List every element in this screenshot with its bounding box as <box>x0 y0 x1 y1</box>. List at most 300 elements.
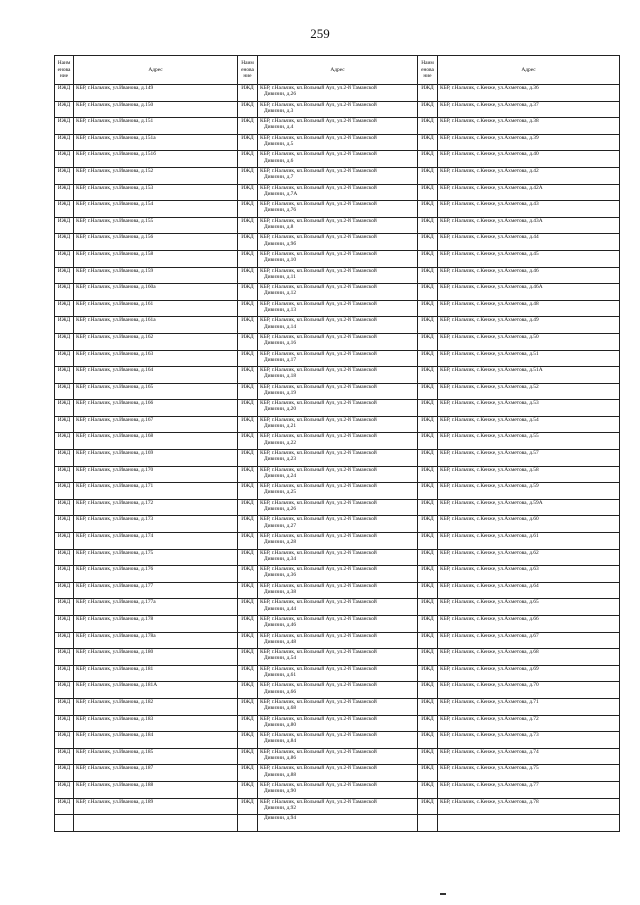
address-cell: КБР, г.Нальчик, ул.Иванова, д.181 <box>74 665 238 682</box>
header-address-2: Адрес <box>258 56 418 85</box>
address-cell <box>258 333 418 350</box>
object-type-cell: ИЖД <box>55 748 74 765</box>
object-type-cell: ИЖД <box>418 101 438 118</box>
address-cell: КБР, г.Нальчик, с.Кенже, ул.Ахметова, д.49 <box>438 317 620 334</box>
object-type-cell: ИЖД <box>238 250 258 267</box>
object-type-cell: ИЖД <box>238 549 258 566</box>
address-cell: КБР, г.Нальчик, с.Кенже, ул.Ахметова, д.52 <box>438 383 620 400</box>
object-type-cell: ИЖД <box>238 167 258 184</box>
address-cell <box>258 317 418 334</box>
address-cell <box>258 516 418 533</box>
table-row <box>55 85 620 102</box>
table-row <box>55 234 620 251</box>
object-type-cell: ИЖД <box>238 367 258 384</box>
address-cell: КБР, г.Нальчик, ул.Иванова, д.178а <box>74 632 238 649</box>
address-cell: КБР, г.Нальчик, с.Кенже, ул.Ахметова, д.40 <box>438 151 620 168</box>
address-cell <box>258 350 418 367</box>
object-type-cell: ИЖД <box>418 284 438 301</box>
address-line-continued: Дивизии, д.18 <box>264 373 297 380</box>
address-cell: КБР, г.Нальчик, с.Кенже, ул.Ахметова, д.75 <box>438 765 620 782</box>
address-cell <box>258 167 418 184</box>
address-line-continued: Дивизии, д.76 <box>264 207 297 214</box>
table-row <box>55 450 620 467</box>
object-type-cell <box>418 815 438 832</box>
table-row <box>55 350 620 367</box>
table-row <box>55 632 620 649</box>
address-line: КБР, г.Нальчик, кп.Вольный Аул, ул.2-й Таманской <box>260 85 377 91</box>
object-type-cell: ИЖД <box>238 217 258 234</box>
address-cell <box>258 400 418 417</box>
object-type-cell: ИЖД <box>238 201 258 218</box>
address-line-continued: Дивизии, д.26 <box>264 506 297 513</box>
object-type-cell: ИЖД <box>238 516 258 533</box>
object-type-cell: ИЖД <box>55 466 74 483</box>
object-type-cell: ИЖД <box>418 433 438 450</box>
table-row <box>55 649 620 666</box>
address-cell <box>258 483 418 500</box>
address-register-table <box>54 55 620 832</box>
table-row <box>55 815 620 832</box>
address-cell: КБР, г.Нальчик, ул.Иванова, д.160а <box>74 284 238 301</box>
address-line: КБР, г.Нальчик, кп.Вольный Аул, ул.2-й Таманской <box>260 499 377 506</box>
object-type-cell: ИЖД <box>55 566 74 583</box>
address-cell: КБР, г.Нальчик, с.Кенже, ул.Ахметова, д.36 <box>438 85 620 102</box>
object-type-cell: ИЖД <box>55 234 74 251</box>
table-row <box>55 765 620 782</box>
address-line-continued: Дивизии, д.25 <box>264 489 297 496</box>
object-type-cell: ИЖД <box>55 582 74 599</box>
address-line-continued: Дивизии, д.48 <box>264 638 297 645</box>
address-line-continued: Дивизии, д.28 <box>264 539 297 546</box>
table-body <box>55 85 620 832</box>
object-type-cell: ИЖД <box>238 599 258 616</box>
address-line: КБР, г.Нальчик, кп.Вольный Аул, ул.2-й Таманской <box>260 416 377 423</box>
object-type-cell: ИЖД <box>55 665 74 682</box>
object-type-cell: ИЖД <box>238 433 258 450</box>
object-type-cell: ИЖД <box>55 184 74 201</box>
object-type-cell: ИЖД <box>238 566 258 583</box>
address-cell: КБР, г.Нальчик, ул.Иванова, д.161 <box>74 300 238 317</box>
object-type-cell: ИЖД <box>238 184 258 201</box>
object-type-cell: ИЖД <box>418 616 438 633</box>
table-row <box>55 151 620 168</box>
address-line-continued: Дивизии, д.54 <box>264 655 297 662</box>
object-type-cell: ИЖД <box>55 450 74 467</box>
address-cell <box>258 549 418 566</box>
address-cell: КБР, г.Нальчик, ул.Иванова, д.174 <box>74 533 238 550</box>
address-cell: КБР, г.Нальчик, ул.Иванова, д.180 <box>74 649 238 666</box>
object-type-cell: ИЖД <box>238 765 258 782</box>
object-type-cell: ИЖД <box>55 632 74 649</box>
address-cell: КБР, г.Нальчик, с.Кенже, ул.Ахметова, д.69 <box>438 665 620 682</box>
address-cell: КБР, г.Нальчик, ул.Иванова, д.162 <box>74 333 238 350</box>
address-cell <box>258 748 418 765</box>
object-type-cell: ИЖД <box>55 383 74 400</box>
object-type-cell: ИЖД <box>418 715 438 732</box>
address-line: КБР, г.Нальчик, кп.Вольный Аул, ул.2-й Таманской <box>260 566 377 573</box>
object-type-cell: ИЖД <box>418 350 438 367</box>
address-cell <box>258 798 418 815</box>
object-type-cell: ИЖД <box>238 450 258 467</box>
address-cell <box>258 682 418 699</box>
address-line: КБР, г.Нальчик, кп.Вольный Аул, ул.2-й Таманской <box>260 284 377 291</box>
object-type-cell: ИЖД <box>418 400 438 417</box>
object-type-cell: ИЖД <box>55 599 74 616</box>
address-cell <box>258 85 418 102</box>
table-row <box>55 499 620 516</box>
address-cell: КБР, г.Нальчик, ул.Иванова, д.181А <box>74 682 238 699</box>
table-row <box>55 184 620 201</box>
address-cell: КБР, г.Нальчик, ул.Иванова, д.170 <box>74 466 238 483</box>
address-line-continued: Дивизии, д.14 <box>264 323 297 330</box>
object-type-cell: ИЖД <box>238 732 258 749</box>
address-cell: КБР, г.Нальчик, ул.Иванова, д.165 <box>74 383 238 400</box>
address-cell: КБР, г.Нальчик, ул.Иванова, д.184 <box>74 732 238 749</box>
table-header-row <box>55 56 620 85</box>
table-row <box>55 201 620 218</box>
object-type-cell: ИЖД <box>55 101 74 118</box>
address-cell <box>258 118 418 135</box>
address-cell: КБР, г.Нальчик, ул.Иванова, д.185 <box>74 748 238 765</box>
address-cell <box>258 499 418 516</box>
address-cell: КБР, г.Нальчик, с.Кенже, ул.Ахметова, д.46 <box>438 267 620 284</box>
address-line: КБР, г.Нальчик, кп.Вольный Аул, ул.2-й Таманской <box>260 781 377 788</box>
address-cell: КБР, г.Нальчик, с.Кенже, ул.Ахметова, д.42 <box>438 167 620 184</box>
object-type-cell: ИЖД <box>55 85 74 102</box>
object-type-cell: ИЖД <box>418 250 438 267</box>
object-type-cell: ИЖД <box>418 300 438 317</box>
address-line-continued: Дивизии, д.23 <box>264 456 297 463</box>
address-cell: КБР, г.Нальчик, ул.Иванова, д.158 <box>74 250 238 267</box>
address-cell: КБР, г.Нальчик, с.Кенже, ул.Ахметова, д.44 <box>438 234 620 251</box>
table-row <box>55 333 620 350</box>
address-line-continued: Дивизии, д.12 <box>264 290 297 297</box>
object-type-cell: ИЖД <box>55 284 74 301</box>
address-cell: КБР, г.Нальчик, ул.Иванова, д.187 <box>74 765 238 782</box>
address-line-continued: Дивизии, д.44 <box>264 605 297 612</box>
address-cell <box>258 151 418 168</box>
address-cell: КБР, г.Нальчик, с.Кенже, ул.Ахметова, д.39 <box>438 134 620 151</box>
object-type-cell: ИЖД <box>238 715 258 732</box>
object-type-cell: ИЖД <box>55 350 74 367</box>
object-type-cell: ИЖД <box>238 499 258 516</box>
address-cell: КБР, г.Нальчик, ул.Иванова, д.188 <box>74 781 238 798</box>
object-type-cell: ИЖД <box>418 167 438 184</box>
table-row <box>55 101 620 118</box>
address-line: КБР, г.Нальчик, кп.Вольный Аул, ул.2-й Таманской <box>260 798 377 805</box>
object-type-cell: ИЖД <box>418 201 438 218</box>
address-line-continued: Дивизии, д.46 <box>264 622 297 629</box>
address-cell <box>258 715 418 732</box>
object-type-cell: ИЖД <box>418 151 438 168</box>
address-line-continued: Дивизии, д.36 <box>264 572 297 579</box>
table-row <box>55 317 620 334</box>
object-type-cell: ИЖД <box>418 698 438 715</box>
address-line-continued: Дивизии, д.27 <box>264 522 297 529</box>
object-type-cell: ИЖД <box>418 416 438 433</box>
address-cell: КБР, г.Нальчик, с.Кенже, ул.Ахметова, д.38 <box>438 118 620 135</box>
address-cell <box>258 416 418 433</box>
object-type-cell: ИЖД <box>55 549 74 566</box>
table-row <box>55 250 620 267</box>
address-cell: КБР, г.Нальчик, ул.Иванова, д.161а <box>74 317 238 334</box>
address-line: КБР, г.Нальчик, кп.Вольный Аул, ул.2-й Таманской <box>260 134 377 141</box>
object-type-cell: ИЖД <box>418 317 438 334</box>
address-line-continued: Дивизии, д.38 <box>264 589 297 596</box>
address-cell: КБР, г.Нальчик, с.Кенже, ул.Ахметова, д.46А <box>438 284 620 301</box>
address-cell: КБР, г.Нальчик, с.Кенже, ул.Ахметова, д.51 <box>438 350 620 367</box>
table-row <box>55 582 620 599</box>
address-line-continued: Дивизии, д.8 <box>264 223 294 230</box>
object-type-cell: ИЖД <box>238 416 258 433</box>
table-row <box>55 682 620 699</box>
page-mark <box>440 893 446 895</box>
object-type-cell: ИЖД <box>418 632 438 649</box>
object-type-cell: ИЖД <box>238 632 258 649</box>
object-type-cell: ИЖД <box>55 616 74 633</box>
object-type-cell: ИЖД <box>238 400 258 417</box>
address-cell: КБР, г.Нальчик, ул.Иванова, д.163 <box>74 350 238 367</box>
address-line: КБР, г.Нальчик, кп.Вольный Аул, ул.2-й Таманской <box>260 300 377 307</box>
object-type-cell: ИЖД <box>418 533 438 550</box>
object-type-cell: ИЖД <box>55 732 74 749</box>
address-line-continued: Дивизии, д.20 <box>264 406 297 413</box>
address-line: КБР, г.Нальчик, кп.Вольный Аул, ул.2-й Таманской <box>260 184 377 191</box>
table-row <box>55 516 620 533</box>
address-cell: КБР, г.Нальчик, с.Кенже, ул.Ахметова, д.72 <box>438 715 620 732</box>
address-cell: КБР, г.Нальчик, с.Кенже, ул.Ахметова, д.77 <box>438 781 620 798</box>
table-row <box>55 466 620 483</box>
address-line-continued: Дивизии, д.21 <box>264 423 297 430</box>
address-line: КБР, г.Нальчик, кп.Вольный Аул, ул.2-й Таманской <box>260 450 377 457</box>
address-cell: КБР, г.Нальчик, ул.Иванова, д.189 <box>74 798 238 815</box>
object-type-cell: ИЖД <box>55 433 74 450</box>
address-line: КБР, г.Нальчик, кп.Вольный Аул, ул.2-й Таманской <box>260 516 377 523</box>
object-type-cell: ИЖД <box>55 416 74 433</box>
object-type-cell: ИЖД <box>418 732 438 749</box>
object-type-cell: ИЖД <box>55 217 74 234</box>
table-row <box>55 665 620 682</box>
object-type-cell: ИЖД <box>55 765 74 782</box>
address-cell: КБР, г.Нальчик, ул.Иванова, д.173 <box>74 516 238 533</box>
address-cell <box>258 632 418 649</box>
address-cell: КБР, г.Нальчик, ул.Иванова, д.155 <box>74 217 238 234</box>
object-type-cell: ИЖД <box>55 400 74 417</box>
address-cell <box>74 815 238 832</box>
address-cell: КБР, г.Нальчик, ул.Иванова, д.152 <box>74 167 238 184</box>
address-line-continued: Дивизии, д.19 <box>264 389 297 396</box>
address-cell: КБР, г.Нальчик, ул.Иванова, д.172 <box>74 499 238 516</box>
address-cell <box>438 815 620 832</box>
address-line-continued: Дивизии, д.6 <box>264 157 294 164</box>
address-line-continued: Дивизии, д.11 <box>264 273 296 280</box>
address-cell: КБР, г.Нальчик, с.Кенже, ул.Ахметова, д.45 <box>438 250 620 267</box>
address-line-continued: Дивизии, д.5 <box>264 140 294 147</box>
object-type-cell: ИЖД <box>55 698 74 715</box>
object-type-cell: ИЖД <box>418 267 438 284</box>
object-type-cell: ИЖД <box>238 582 258 599</box>
address-cell: КБР, г.Нальчик, ул.Иванова, д.182 <box>74 698 238 715</box>
address-line-continued: Дивизии, д.94 <box>264 815 297 822</box>
object-type-cell: ИЖД <box>55 300 74 317</box>
address-line: КБР, г.Нальчик, кп.Вольный Аул, ул.2-й Таманской <box>260 101 377 108</box>
address-cell <box>258 300 418 317</box>
object-type-cell <box>238 815 258 832</box>
address-cell: КБР, г.Нальчик, ул.Иванова, д.149 <box>74 85 238 102</box>
object-type-cell: ИЖД <box>238 101 258 118</box>
address-line: КБР, г.Нальчик, кп.Вольный Аул, ул.2-й Таманской <box>260 748 377 755</box>
object-type-cell: ИЖД <box>418 118 438 135</box>
address-cell: КБР, г.Нальчик, ул.Иванова, д.177а <box>74 599 238 616</box>
address-line-continued: Дивизии, д.66 <box>264 688 297 695</box>
address-line-continued: Дивизии, д.17 <box>264 356 297 363</box>
address-cell: КБР, г.Нальчик, с.Кенже, ул.Ахметова, д.58 <box>438 466 620 483</box>
table-row <box>55 798 620 815</box>
address-cell: КБР, г.Нальчик, ул.Иванова, д.167 <box>74 416 238 433</box>
address-cell <box>258 217 418 234</box>
address-cell <box>258 184 418 201</box>
address-cell: КБР, г.Нальчик, ул.Иванова, д.164 <box>74 367 238 384</box>
address-line: КБР, г.Нальчик, кп.Вольный Аул, ул.2-й Таманской <box>260 333 377 340</box>
header-type-3: Наим енова ние <box>418 56 438 85</box>
table-row <box>55 616 620 633</box>
address-cell <box>258 781 418 798</box>
address-cell: КБР, г.Нальчик, с.Кенже, ул.Ахметова, д.67 <box>438 632 620 649</box>
address-cell: КБР, г.Нальчик, ул.Иванова, д.159 <box>74 267 238 284</box>
table-row <box>55 566 620 583</box>
object-type-cell: ИЖД <box>238 649 258 666</box>
object-type-cell: ИЖД <box>238 383 258 400</box>
object-type-cell: ИЖД <box>55 781 74 798</box>
object-type-cell: ИЖД <box>418 599 438 616</box>
object-type-cell: ИЖД <box>238 748 258 765</box>
address-line: КБР, г.Нальчик, кп.Вольный Аул, ул.2-й Таманской <box>260 433 377 440</box>
address-cell: КБР, г.Нальчик, ул.Иванова, д.166 <box>74 400 238 417</box>
address-line: КБР, г.Нальчик, кп.Вольный Аул, ул.2-й Таманской <box>260 400 377 407</box>
address-line-continued: Дивизии, д.9б <box>264 240 297 247</box>
table-row <box>55 367 620 384</box>
object-type-cell: ИЖД <box>55 533 74 550</box>
table-row <box>55 284 620 301</box>
table-row <box>55 732 620 749</box>
address-cell: КБР, г.Нальчик, ул.Иванова, д.168 <box>74 433 238 450</box>
address-line: КБР, г.Нальчик, кп.Вольный Аул, ул.2-й Таманской <box>260 466 377 473</box>
address-cell <box>258 234 418 251</box>
header-type-1: Наим енова ние <box>55 56 74 85</box>
address-line-continued: Дивизии, д.26 <box>264 91 297 98</box>
address-cell <box>258 134 418 151</box>
address-cell <box>258 698 418 715</box>
object-type-cell: ИЖД <box>418 665 438 682</box>
table-row <box>55 698 620 715</box>
address-cell <box>258 599 418 616</box>
object-type-cell: ИЖД <box>55 250 74 267</box>
address-cell <box>258 466 418 483</box>
address-cell <box>258 765 418 782</box>
object-type-cell: ИЖД <box>418 798 438 815</box>
address-cell: КБР, г.Нальчик, с.Кенже, ул.Ахметова, д.70 <box>438 682 620 699</box>
table-row <box>55 483 620 500</box>
address-line-continued: Дивизии, д.34 <box>264 555 297 562</box>
address-line-continued: Дивизии, д.88 <box>264 771 297 778</box>
address-cell: КБР, г.Нальчик, с.Кенже, ул.Ахметова, д.42А <box>438 184 620 201</box>
address-line: КБР, г.Нальчик, кп.Вольный Аул, ул.2-й Таманской <box>260 765 377 772</box>
address-cell <box>258 101 418 118</box>
address-line: КБР, г.Нальчик, кп.Вольный Аул, ул.2-й Таманской <box>260 234 377 241</box>
address-cell <box>258 201 418 218</box>
object-type-cell: ИЖД <box>418 682 438 699</box>
table-row <box>55 134 620 151</box>
address-cell: КБР, г.Нальчик, с.Кенже, ул.Ахметова, д.78 <box>438 798 620 815</box>
address-line: КБР, г.Нальчик, кп.Вольный Аул, ул.2-й Таманской <box>260 217 377 224</box>
object-type-cell: ИЖД <box>418 781 438 798</box>
object-type-cell: ИЖД <box>55 167 74 184</box>
object-type-cell: ИЖД <box>238 151 258 168</box>
address-line: КБР, г.Нальчик, кп.Вольный Аул, ул.2-й Таманской <box>260 732 377 739</box>
header-type-2: Наим енова ние <box>238 56 258 85</box>
object-type-cell: ИЖД <box>418 234 438 251</box>
table-row <box>55 715 620 732</box>
table-row <box>55 118 620 135</box>
address-cell: КБР, г.Нальчик, с.Кенже, ул.Ахметова, д.66 <box>438 616 620 633</box>
address-line-continued: Дивизии, д.92 <box>264 804 297 811</box>
object-type-cell: ИЖД <box>55 118 74 135</box>
address-line-continued: Дивизии, д.10 <box>264 257 297 264</box>
address-line-continued: Дивизии, д.61 <box>264 671 297 678</box>
address-cell <box>258 649 418 666</box>
address-cell <box>258 665 418 682</box>
address-line: КБР, г.Нальчик, кп.Вольный Аул, ул.2-й Таманской <box>260 167 377 174</box>
address-cell: КБР, г.Нальчик, ул.Иванова, д.183 <box>74 715 238 732</box>
address-cell <box>258 732 418 749</box>
object-type-cell: ИЖД <box>418 85 438 102</box>
address-cell: КБР, г.Нальчик, ул.Иванова, д.169 <box>74 450 238 467</box>
address-cell: КБР, г.Нальчик, ул.Иванова, д.153 <box>74 184 238 201</box>
address-cell: КБР, г.Нальчик, ул.Иванова, д.176 <box>74 566 238 583</box>
address-cell: КБР, г.Нальчик, ул.Иванова, д.171 <box>74 483 238 500</box>
address-line-continued: Дивизии, д.4 <box>264 124 294 131</box>
table-row <box>55 383 620 400</box>
object-type-cell: ИЖД <box>55 649 74 666</box>
address-cell <box>258 566 418 583</box>
address-cell: КБР, г.Нальчик, с.Кенже, ул.Ахметова, д.73 <box>438 732 620 749</box>
object-type-cell: ИЖД <box>55 333 74 350</box>
address-line-continued: Дивизии, д.90 <box>264 788 297 795</box>
address-cell: КБР, г.Нальчик, с.Кенже, ул.Ахметова, д.50 <box>438 333 620 350</box>
table-row <box>55 433 620 450</box>
object-type-cell: ИЖД <box>238 267 258 284</box>
address-line: КБР, г.Нальчик, кп.Вольный Аул, ул.2-й Таманской <box>260 317 377 324</box>
address-cell: КБР, г.Нальчик, с.Кенже, ул.Ахметова, д.71 <box>438 698 620 715</box>
address-cell <box>258 616 418 633</box>
table-row <box>55 549 620 566</box>
address-cell: КБР, г.Нальчик, ул.Иванова, д.175 <box>74 549 238 566</box>
table-row <box>55 300 620 317</box>
address-line: КБР, г.Нальчик, кп.Вольный Аул, ул.2-й Таманской <box>260 533 377 540</box>
address-line: КБР, г.Нальчик, кп.Вольный Аул, ул.2-й Таманской <box>260 665 377 672</box>
object-type-cell: ИЖД <box>418 217 438 234</box>
address-cell: КБР, г.Нальчик, с.Кенже, ул.Ахметова, д.59 <box>438 483 620 500</box>
address-line: КБР, г.Нальчик, кп.Вольный Аул, ул.2-й Таманской <box>260 582 377 589</box>
address-line-continued: Дивизии, д.13 <box>264 306 297 313</box>
address-line-continued: Дивизии, д.22 <box>264 439 297 446</box>
table-row <box>55 217 620 234</box>
address-cell <box>258 383 418 400</box>
address-cell <box>258 284 418 301</box>
address-cell: КБР, г.Нальчик, с.Кенже, ул.Ахметова, д.43А <box>438 217 620 234</box>
address-line: КБР, г.Нальчик, кп.Вольный Аул, ул.2-й Таманской <box>260 367 377 374</box>
address-cell <box>258 433 418 450</box>
